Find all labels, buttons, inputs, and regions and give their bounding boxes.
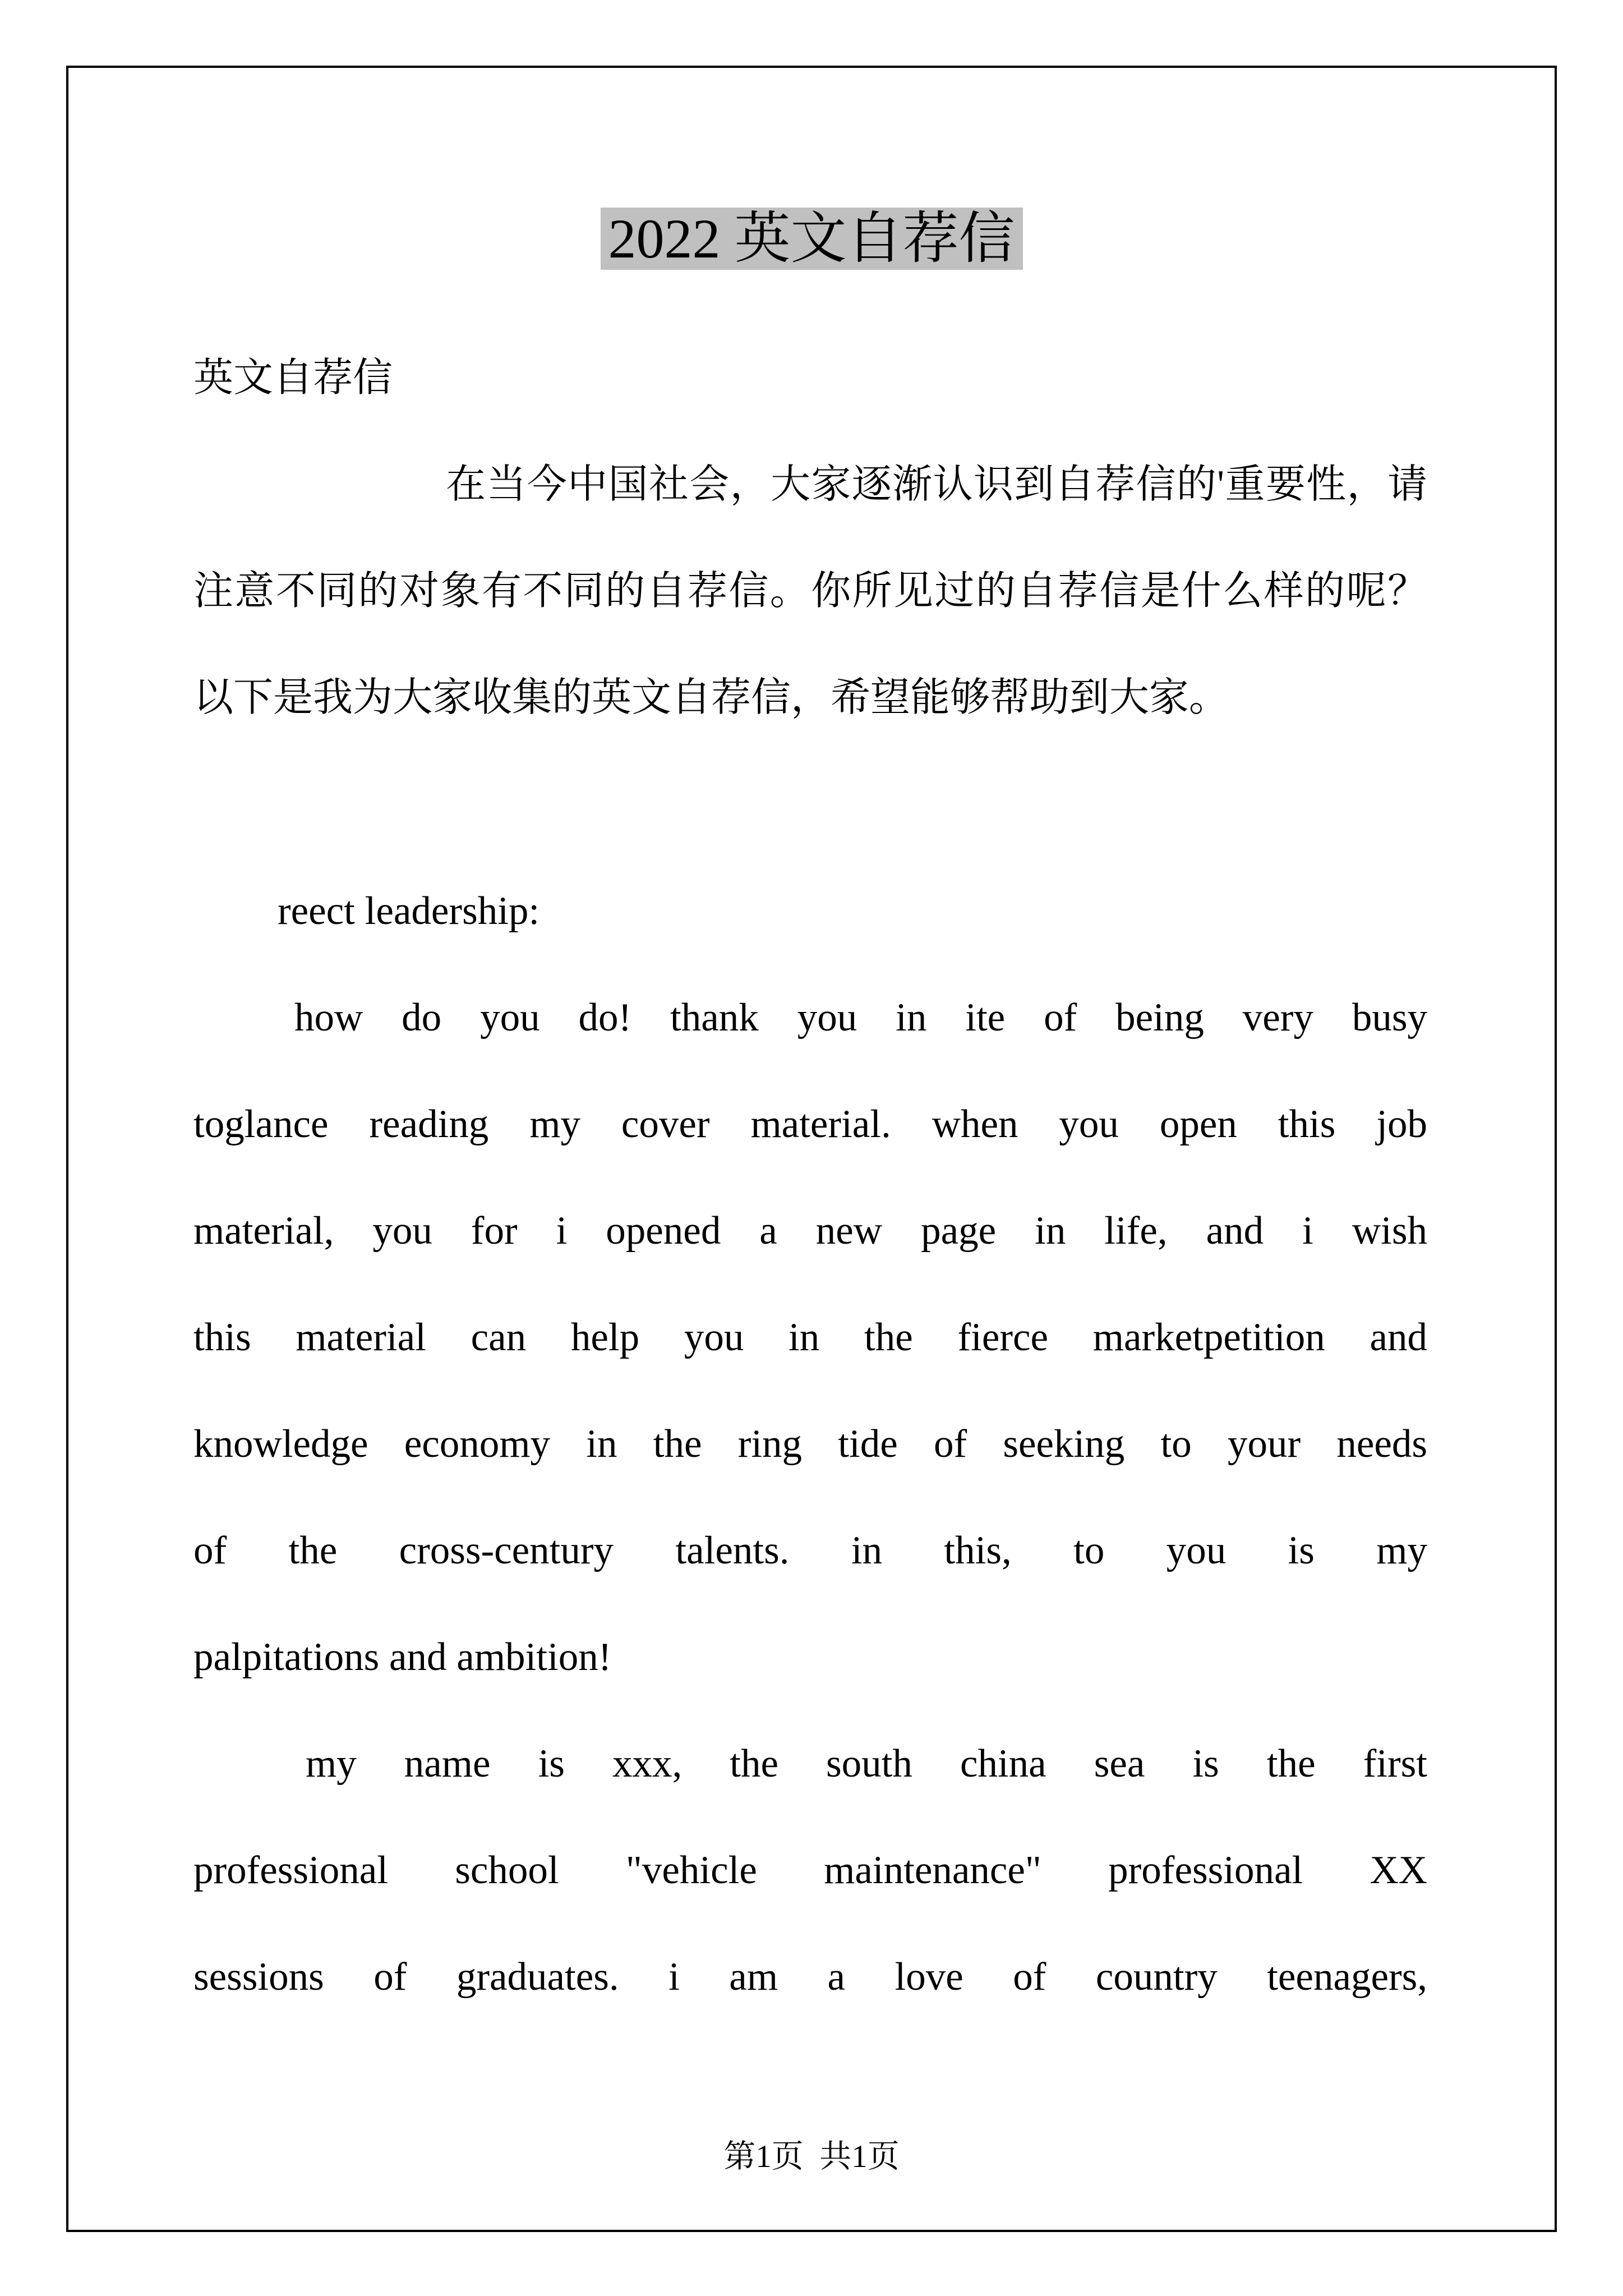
cn-paragraph-line: 在当今中国社会，大家逐渐认识到自荐信的'重要性，请 (446, 463, 1427, 507)
page-number-footer: 第1页 共1页 (723, 2139, 900, 2174)
paragraph1-line: how do you do! thank you in ite of being very busy (294, 996, 1427, 1039)
document-title-highlight: 2022 英文自荐信 (601, 208, 1023, 270)
paragraph1-line: this material can help you in the fierce marketpetition and (193, 1315, 1427, 1359)
document-title (0, 202, 1623, 276)
document-body (193, 325, 1427, 2030)
blank-line (193, 751, 1427, 858)
cn-paragraph-line: 以下是我为大家收集的英文自荐信，希望能够帮助到大家。 (193, 676, 1229, 720)
paragraph1-line: knowledge economy in the ring tide of seeking to your needs (193, 1422, 1427, 1466)
cn-paragraph-line: 注意不同的对象有不同的自荐信。你所见过的自荐信是什么样的呢？ (193, 569, 1427, 613)
paragraph1-line: palpitations and ambition! (193, 1635, 612, 1679)
paragraph2-line: professional school "vehicle maintenance" professional XX (193, 1848, 1427, 1892)
salutation: reect leadership: (278, 889, 540, 933)
paragraph2-line: sessions of graduates. i am a love of country teenagers, (193, 1955, 1427, 1999)
paragraph1-line: material, you for i opened a new page in life, and i wish (193, 1209, 1427, 1253)
paragraph1-line: of the cross-century talents. in this, to you is my (193, 1529, 1427, 1572)
body-heading: 英文自荐信 (193, 356, 393, 400)
paragraph1-line: toglance reading my cover material. when you open this job (193, 1102, 1427, 1146)
paragraph2-line: my name is xxx, the south china sea is the first (306, 1742, 1427, 1786)
